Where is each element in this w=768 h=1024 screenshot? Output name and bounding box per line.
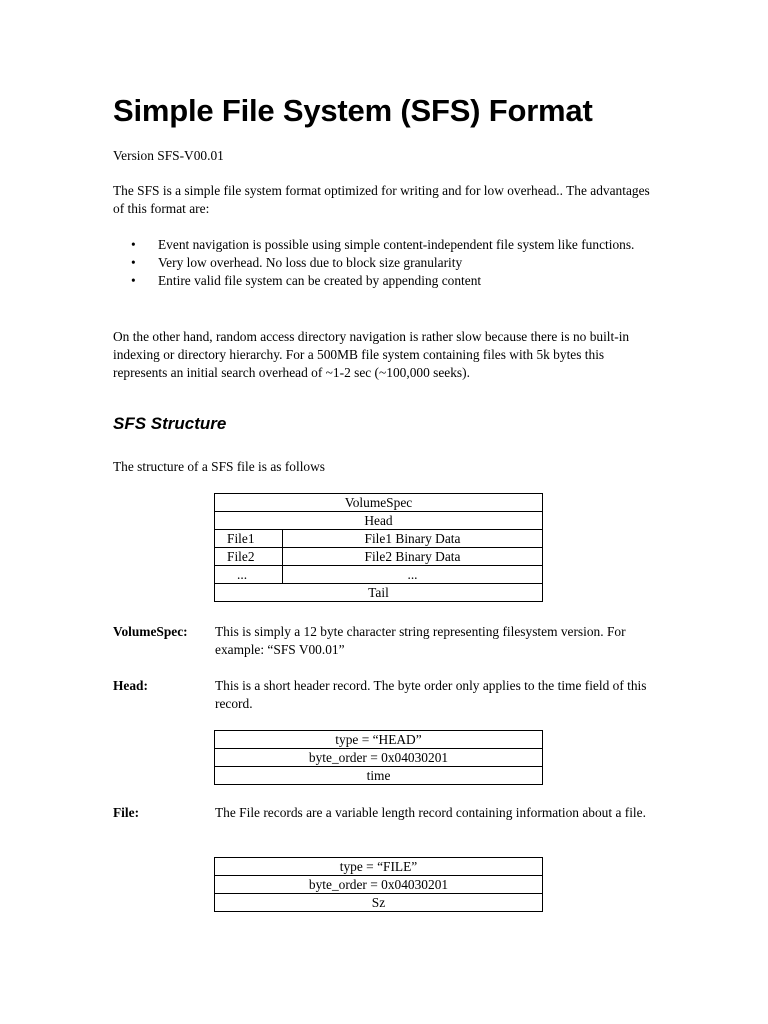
intro-paragraph: The SFS is a simple file system format optimized for writing and for low overhead.. The advantages of this format are: [113,183,650,216]
table-cell: type = “FILE” [215,858,543,876]
table-row [215,749,543,767]
page-title: Simple File System (SFS) Format [113,93,593,128]
head-record-table [214,730,543,785]
table-row [215,548,543,566]
table-row [215,876,543,894]
list-item [131,236,651,254]
structure-table [214,493,543,602]
volumespec-definition: This is simply a 12 byte character string representing filesystem version. For example: “SFS V00.01” [215,624,626,657]
head-definition: This is a short header record. The byte order only applies to the time field of this record. [215,678,647,711]
table-cell: byte_order = 0x04030201 [215,749,543,767]
tail-cell: Tail [215,584,543,602]
bullet-text: Very low overhead. No loss due to block size granularity [158,255,463,270]
file-record-table [214,857,543,912]
file-name-cell: File1 [215,530,283,548]
file-data-cell: File1 Binary Data [283,530,543,548]
section-heading: SFS Structure [113,414,227,433]
bullet-icon: • [131,255,136,270]
table-row [215,731,543,749]
list-item [131,254,651,272]
volumespec-cell: VolumeSpec [215,494,543,512]
table-cell: time [215,767,543,785]
table-row [215,566,543,584]
volumespec-term: VolumeSpec: [113,624,188,639]
bullet-text: Entire valid file system can be created by appending content [158,273,482,288]
advantages-list [131,236,651,290]
file-name-cell: ... [215,566,283,584]
file-data-cell: ... [283,566,543,584]
table-row [215,767,543,785]
table-row [215,858,543,876]
table-row [215,530,543,548]
file-data-cell: File2 Binary Data [283,548,543,566]
structure-intro: The structure of a SFS file is as follows [113,459,325,474]
table-cell: Sz [215,894,543,912]
table-cell: type = “HEAD” [215,731,543,749]
head-cell: Head [215,512,543,530]
file-term: File: [113,805,140,820]
list-item [131,272,651,290]
file-name-cell: File2 [215,548,283,566]
version-line: Version SFS-V00.01 [113,148,224,163]
bullet-icon: • [131,273,136,288]
other-hand-paragraph: On the other hand, random access directory navigation is rather slow because there is no built-in indexing or directory hierarchy. For a 500MB file system containing files with 5k bytes this represents an initial search overhead of ~1-2 sec (~100,000 seeks). [113,329,630,380]
file-definition: The File records are a variable length record containing information about a file. [215,805,646,820]
bullet-icon: • [131,237,136,252]
bullet-text: Event navigation is possible using simple content-independent file system like functions. [158,237,635,252]
head-term: Head: [113,678,148,693]
table-cell: byte_order = 0x04030201 [215,876,543,894]
table-row [215,894,543,912]
